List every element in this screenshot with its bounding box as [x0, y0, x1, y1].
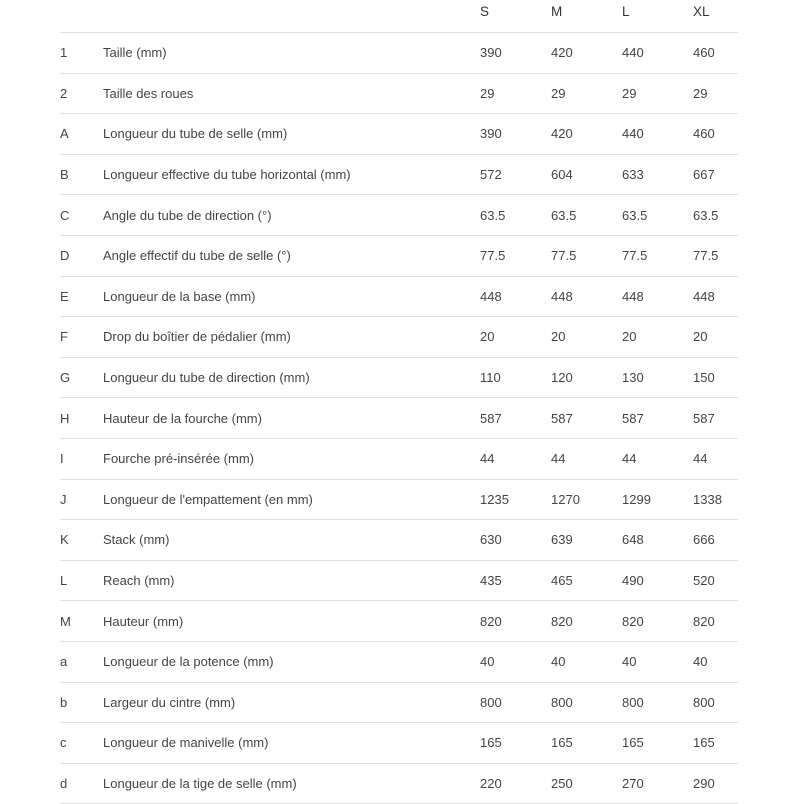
row-value-m: 800 — [551, 694, 573, 710]
table-row — [60, 74, 738, 115]
row-label: Hauteur (mm) — [103, 613, 184, 629]
row-value-s: 390 — [480, 126, 502, 142]
row-label: Longueur effective du tube horizontal (mm) — [103, 167, 351, 183]
table-row — [60, 317, 738, 358]
table-row — [60, 601, 738, 642]
row-value-s: 1235 — [480, 491, 509, 507]
row-value-m: 1270 — [551, 491, 580, 507]
row-label: Drop du boîtier de pédalier (mm) — [103, 329, 291, 345]
row-label: Angle du tube de direction (°) — [103, 207, 272, 223]
row-code: a — [60, 654, 68, 670]
row-value-s: 800 — [480, 694, 502, 710]
row-value-s: 820 — [480, 613, 502, 629]
row-value-s: 630 — [480, 532, 502, 548]
row-value-xl: 587 — [693, 410, 715, 426]
row-value-xl: 666 — [693, 532, 715, 548]
row-value-l: 63.5 — [622, 207, 648, 223]
row-value-xl: 40 — [693, 654, 708, 670]
row-value-m: 639 — [551, 532, 573, 548]
row-code: F — [60, 329, 68, 345]
row-value-xl: 150 — [693, 370, 715, 386]
row-value-xl: 667 — [693, 167, 715, 183]
row-value-l: 1299 — [622, 491, 651, 507]
row-label: Longueur de manivelle (mm) — [103, 735, 269, 751]
row-value-l: 44 — [622, 451, 637, 467]
table-row — [60, 114, 738, 155]
row-label: Stack (mm) — [103, 532, 170, 548]
row-label: Hauteur de la fourche (mm) — [103, 410, 262, 426]
row-value-l: 440 — [622, 126, 644, 142]
row-code: 2 — [60, 85, 68, 101]
table-row — [60, 398, 738, 439]
row-code: J — [60, 491, 67, 507]
row-value-l: 587 — [622, 410, 644, 426]
row-code: E — [60, 288, 69, 304]
row-code: M — [60, 613, 71, 629]
row-value-xl: 290 — [693, 775, 715, 791]
row-value-xl: 1338 — [693, 491, 722, 507]
row-value-s: 110 — [480, 370, 501, 386]
table-row — [60, 33, 738, 74]
row-label: Largeur du cintre (mm) — [103, 694, 236, 710]
row-value-m: 250 — [551, 775, 573, 791]
row-label: Longueur de la potence (mm) — [103, 654, 274, 670]
row-label: Angle effectif du tube de selle (°) — [103, 248, 291, 264]
row-value-l: 440 — [622, 45, 644, 61]
row-label: Longueur de la tige de selle (mm) — [103, 775, 297, 791]
row-value-xl: 44 — [693, 451, 708, 467]
row-value-m: 20 — [551, 329, 566, 345]
row-value-s: 40 — [480, 654, 495, 670]
row-value-xl: 820 — [693, 613, 715, 629]
row-value-xl: 520 — [693, 573, 715, 589]
table-row — [60, 723, 738, 764]
row-value-s: 572 — [480, 167, 502, 183]
header-size-m: M — [551, 4, 563, 19]
row-label: Longueur du tube de direction (mm) — [103, 370, 310, 386]
row-value-l: 77.5 — [622, 248, 648, 264]
table-row — [60, 764, 738, 804]
table-row — [60, 480, 738, 521]
row-value-xl: 460 — [693, 126, 715, 142]
row-code: C — [60, 207, 70, 223]
row-value-xl: 20 — [693, 329, 708, 345]
row-value-m: 44 — [551, 451, 566, 467]
geometry-table — [60, 0, 738, 804]
row-value-l: 20 — [622, 329, 637, 345]
row-value-l: 40 — [622, 654, 637, 670]
row-label: Fourche pré-insérée (mm) — [103, 451, 254, 467]
row-value-xl: 63.5 — [693, 207, 719, 223]
row-label: Reach (mm) — [103, 573, 175, 589]
row-value-m: 420 — [551, 45, 573, 61]
row-code: c — [60, 735, 67, 751]
row-value-s: 448 — [480, 288, 502, 304]
row-code: d — [60, 775, 68, 791]
row-value-m: 465 — [551, 573, 573, 589]
row-value-m: 448 — [551, 288, 573, 304]
table-row — [60, 358, 738, 399]
row-value-m: 587 — [551, 410, 573, 426]
table-body — [60, 33, 738, 804]
row-label: Taille (mm) — [103, 45, 167, 61]
row-value-s: 20 — [480, 329, 495, 345]
row-value-s: 390 — [480, 45, 502, 61]
row-value-s: 63.5 — [480, 207, 506, 223]
row-value-l: 490 — [622, 573, 644, 589]
row-value-xl: 800 — [693, 694, 715, 710]
table-row — [60, 155, 738, 196]
row-value-l: 448 — [622, 288, 644, 304]
table-row — [60, 683, 738, 724]
row-value-l: 29 — [622, 85, 637, 101]
row-label: Taille des roues — [103, 85, 194, 101]
row-code: K — [60, 532, 69, 548]
row-code: b — [60, 694, 68, 710]
table-row — [60, 277, 738, 318]
row-value-l: 130 — [622, 370, 644, 386]
row-code: I — [60, 451, 64, 467]
row-label: Longueur de la base (mm) — [103, 288, 256, 304]
row-value-s: 165 — [480, 735, 502, 751]
row-value-m: 29 — [551, 85, 566, 101]
row-value-m: 77.5 — [551, 248, 577, 264]
row-code: L — [60, 573, 68, 589]
row-value-m: 63.5 — [551, 207, 577, 223]
row-value-xl: 460 — [693, 45, 715, 61]
header-size-xl: XL — [693, 4, 710, 19]
row-value-m: 420 — [551, 126, 573, 142]
row-value-xl: 77.5 — [693, 248, 719, 264]
row-value-m: 40 — [551, 654, 566, 670]
table-row — [60, 195, 738, 236]
table-header-row — [60, 0, 738, 33]
row-value-xl: 448 — [693, 288, 715, 304]
row-code: 1 — [60, 45, 68, 61]
table-row — [60, 561, 738, 602]
row-label: Longueur de l'empattement (en mm) — [103, 491, 313, 507]
row-value-l: 648 — [622, 532, 644, 548]
table-row — [60, 439, 738, 480]
row-value-l: 820 — [622, 613, 644, 629]
row-value-m: 165 — [551, 735, 573, 751]
header-size-s: S — [480, 4, 490, 19]
row-value-l: 165 — [622, 735, 644, 751]
row-code: B — [60, 167, 69, 183]
header-size-l: L — [622, 4, 630, 19]
row-value-m: 604 — [551, 167, 573, 183]
table-row — [60, 642, 738, 683]
row-code: H — [60, 410, 70, 426]
row-value-xl: 29 — [693, 85, 708, 101]
row-value-l: 800 — [622, 694, 644, 710]
row-value-s: 220 — [480, 775, 502, 791]
table-row — [60, 236, 738, 277]
row-value-s: 44 — [480, 451, 495, 467]
row-label: Longueur du tube de selle (mm) — [103, 126, 288, 142]
row-code: A — [60, 126, 69, 142]
row-value-s: 77.5 — [480, 248, 506, 264]
row-value-m: 120 — [551, 370, 573, 386]
row-code: G — [60, 370, 71, 386]
row-value-l: 270 — [622, 775, 644, 791]
row-value-s: 29 — [480, 85, 495, 101]
row-value-l: 633 — [622, 167, 644, 183]
row-value-s: 435 — [480, 573, 502, 589]
row-value-s: 587 — [480, 410, 502, 426]
row-value-m: 820 — [551, 613, 573, 629]
row-code: D — [60, 248, 70, 264]
table-row — [60, 520, 738, 561]
row-value-xl: 165 — [693, 735, 715, 751]
